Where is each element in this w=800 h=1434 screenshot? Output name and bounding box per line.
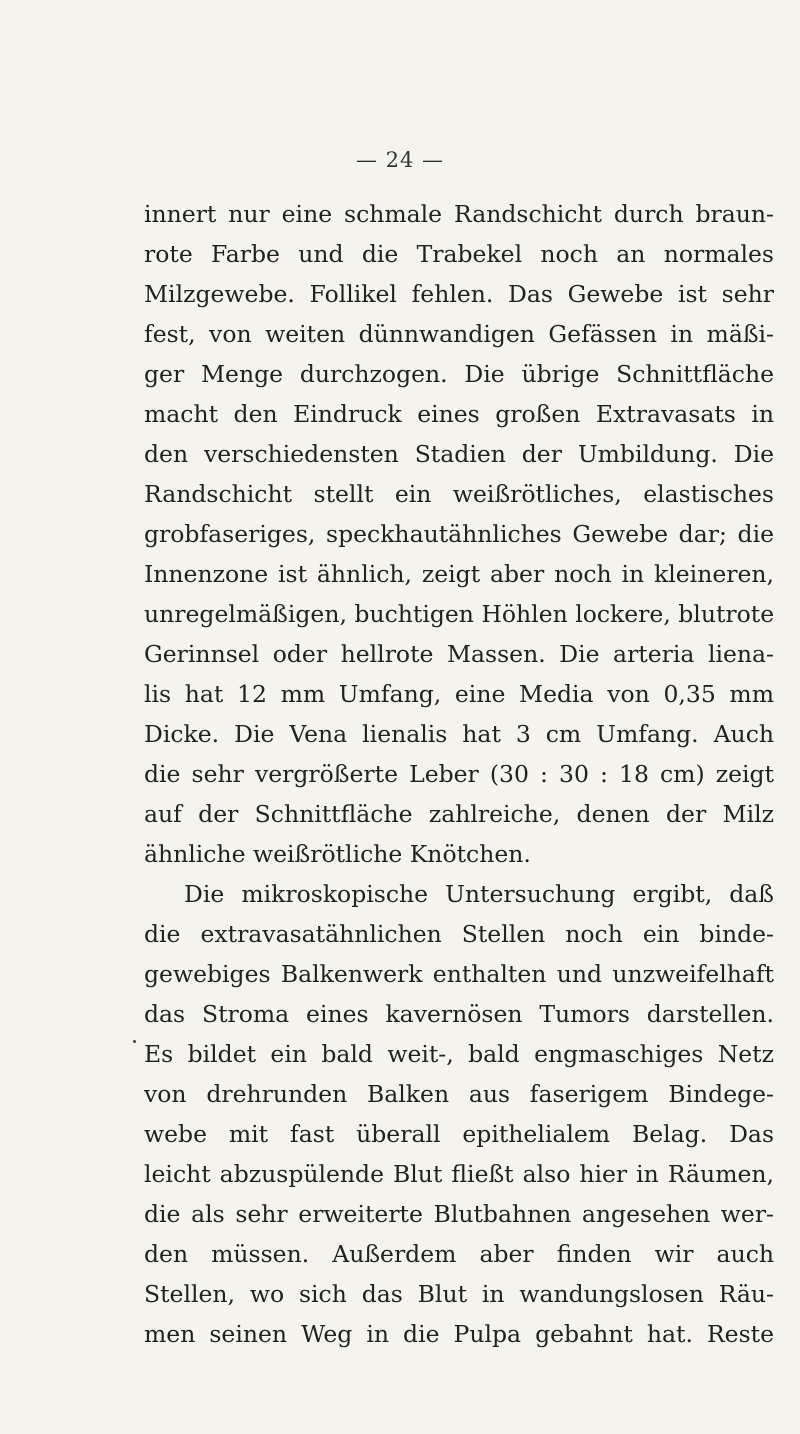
text-line: Dicke. Die Vena lienalis hat 3 cm Umfang. Auch bbox=[144, 720, 774, 748]
text-line: ger Menge durchzogen. Die übrige Schnittfläche bbox=[144, 360, 774, 388]
paragraph-start-line: Die mikroskopische Untersuchung ergibt, daß bbox=[184, 880, 774, 908]
text-line: den verschiedensten Stadien der Umbildung. Die bbox=[144, 440, 774, 468]
text-line: Stellen, wo sich das Blut in wandungslosen Räu- bbox=[144, 1280, 774, 1308]
text-line: grobfaseriges, speckhautähnliches Gewebe dar; die bbox=[144, 520, 774, 548]
text-line: von drehrunden Balken aus faserigem Bindege- bbox=[144, 1080, 774, 1108]
text-line: die sehr vergrößerte Leber (30 : 30 : 18 cm) zeigt bbox=[144, 760, 774, 788]
text-line: innert nur eine schmale Randschicht durch braun- bbox=[144, 200, 774, 228]
text-line: fest, von weiten dünnwandigen Gefässen in mäßi- bbox=[144, 320, 774, 348]
text-line: das Stroma eines kavernösen Tumors darstellen. bbox=[144, 1000, 774, 1028]
text-line: webe mit fast überall epithelialem Belag. Das bbox=[144, 1120, 774, 1148]
text-line: ähnliche weißrötliche Knötchen. bbox=[144, 840, 531, 868]
text-line: leicht abzuspülende Blut fließt also hier in Räumen, bbox=[144, 1160, 774, 1188]
text-line: auf der Schnittfläche zahlreiche, denen der Milz bbox=[144, 800, 774, 828]
text-line: rote Farbe und die Trabekel noch an normales bbox=[144, 240, 774, 268]
text-line: die extravasatähnlichen Stellen noch ein binde- bbox=[144, 920, 774, 948]
text-line: Innenzone ist ähnlich, zeigt aber noch in kleineren, bbox=[144, 560, 774, 588]
page-number: — 24 — bbox=[355, 148, 445, 172]
text-line: men seinen Weg in die Pulpa gebahnt hat. Reste bbox=[144, 1320, 774, 1348]
text-line: gewebiges Balkenwerk enthalten und unzweifelhaft bbox=[144, 960, 774, 988]
text-line: den müssen. Außerdem aber finden wir auch bbox=[144, 1240, 774, 1268]
text-line: lis hat 12 mm Umfang, eine Media von 0,35 mm bbox=[144, 680, 774, 708]
text-line: Milzgewebe. Follikel fehlen. Das Gewebe ist sehr bbox=[144, 280, 774, 308]
text-line: macht den Eindruck eines großen Extravasats in bbox=[144, 400, 774, 428]
ink-speck bbox=[133, 1040, 136, 1043]
text-line: Gerinnsel oder hellrote Massen. Die arteria liena- bbox=[144, 640, 774, 668]
text-line: die als sehr erweiterte Blutbahnen angesehen wer- bbox=[144, 1200, 774, 1228]
text-line: Es bildet ein bald weit-, bald engmaschiges Netz bbox=[144, 1040, 774, 1068]
text-line: Randschicht stellt ein weißrötliches, elastisches bbox=[144, 480, 774, 508]
text-line: unregelmäßigen, buchtigen Höhlen lockere, blutrote bbox=[144, 600, 774, 628]
